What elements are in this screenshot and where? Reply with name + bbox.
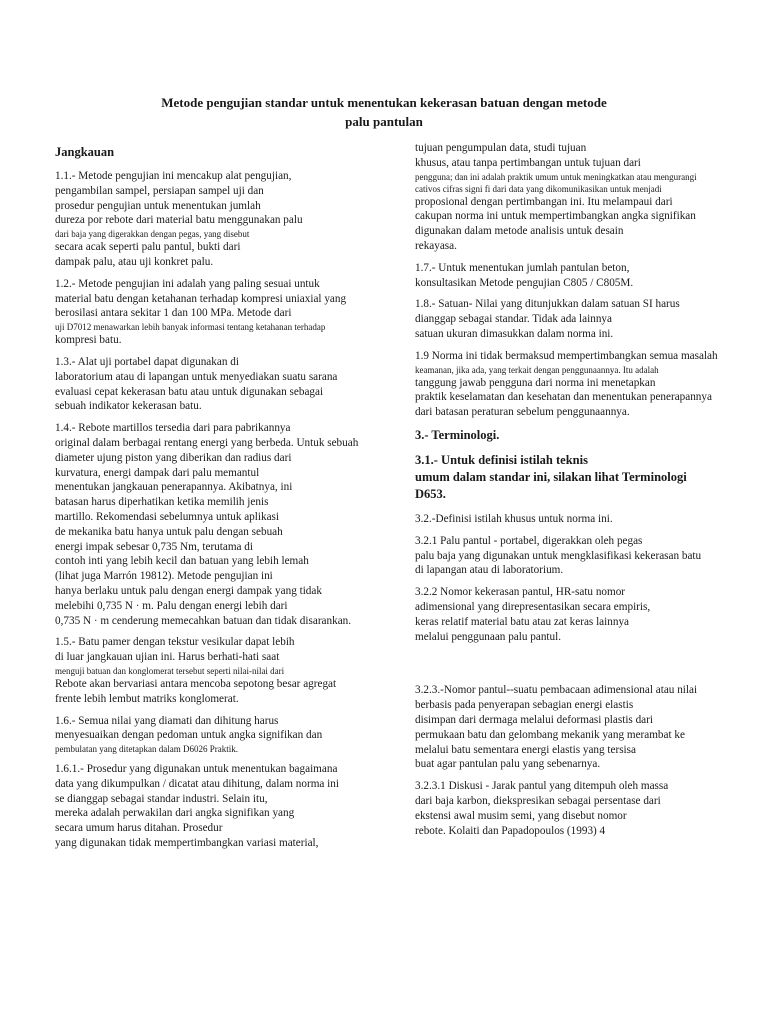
paragraph-1-1 [55,169,385,270]
title-line-2: palu pantulan [345,114,423,129]
text-line: uji D7012 menawarkan lebih banyak informasi tentang ketahanan terhadap [55,322,326,333]
text-line: pengguna; dan ini adalah praktik umum untuk meningkatkan atau mengurangi [415,171,697,182]
text-line: khusus, atau tanpa pertimbangan untuk tujuan dari [415,156,641,169]
text-line: 1.1.- Metode pengujian ini mencakup alat pengujian, [55,170,292,182]
paragraph-3-1 [415,452,763,503]
paragraph-1-7 [415,261,763,291]
right-column [415,141,763,845]
text-line: 3.2.1 Palu pantul - portabel, digerakkan oleh pegas [415,534,643,547]
text-line: 1.6.1.- Prosedur yang digunakan untuk menentukan bagaimana [55,763,338,776]
text-line: 3.2.3.-Nomor pantul--suatu pembacaan adimensional atau nilai [415,684,698,697]
text-line: evaluasi cepat kekerasan batu atau untuk digunakan sebagai [55,385,324,398]
text-line: (lihat juga Marrón 19812). Metode pengujian ini [55,570,273,583]
text-line: original dalam berbagai rentang energi yang berbeda. Untuk sebuah [55,436,359,449]
text-line: secara acak seperti palu pantul, bukti dari [55,241,241,254]
paragraph-1-6-1 [55,762,385,851]
text-line: martillo. Rekomendasi sebelumnya untuk aplikasi [55,510,280,523]
text-line: disimpan dari dermaga melalui deformasi plastis dari [415,713,653,726]
text-line: data yang dikumpulkan / dicatat atau dihitung, dalam norma ini [55,777,339,790]
text-line: 3.2.3.1 Diskusi - Jarak pantul yang ditempuh oleh massa [415,780,669,793]
text-line: pembulatan yang ditetapkan dalam D6026 Praktik. [55,744,238,755]
text-line: dari batasan peraturan sebelum penggunaannya. [415,406,630,419]
text-line: permukaan batu dan gelombang mekanik yang merambat ke [415,728,685,741]
text-line: sebuah indikator kekerasan batu. [55,400,202,413]
text-line: 1.8.- Satuan- Nilai yang ditunjukkan dalam satuan SI harus [415,298,680,311]
text-line: menentukan jangkauan penerapannya. Akibatnya, ini [55,481,293,494]
text-line: adimensional yang direpresentasikan secara empiris, [415,600,651,613]
section-heading-jangkauan: Jangkauan [55,145,115,159]
text-line: material batu dengan ketahanan terhadap kompresi uniaxial yang [55,292,347,305]
blank-space [415,651,763,683]
text-line: cakupan norma ini untuk mempertimbangkan angka signifikan [415,210,696,223]
text-line: de mekanika batu hanya untuk palu dengan sebuah [55,525,283,538]
text-line: praktik keselamatan dan kesehatan dan menentukan penerapannya [415,391,712,404]
text-line: kompresi batu. [55,334,122,347]
paragraph-3-2-3-1 [415,779,763,838]
text-line: dampak palu, atau uji konkret palu. [55,255,214,268]
paragraph-3-2-3 [415,683,763,772]
text-line: batasan harus diperhatikan ketika memilih jenis [55,496,269,509]
text-line: frente lebih lembut matriks konglomerat. [55,692,239,705]
text-line: 1.7.- Untuk menentukan jumlah pantulan beton, [415,261,630,274]
paragraph-3-2 [415,512,763,527]
text-line: hanya berlaku untuk palu dengan energi dampak yang tidak [55,584,322,597]
text-line: prosedur pengujian untuk menentukan jumlah [55,199,261,212]
text-line: 1.9 Norma ini tidak bermaksud mempertimbangkan semua masalah [415,349,718,362]
text-line: tujuan pengumpulan data, studi tujuan [415,142,587,154]
paragraph-1-4 [55,421,385,628]
text-line: keamanan, jika ada, yang terkait dengan penggunaannya. Itu adalah [415,364,659,375]
text-line: rekayasa. [415,239,457,252]
text-line: 1.3.- Alat uji portabel dapat digunakan di [55,355,239,368]
text-line: melalui penggunaan palu pantul. [415,630,562,643]
text-line: dureza por rebote dari material batu menggunakan palu [55,214,303,227]
text-line: cativos cifras signi fi dari data yang dikomunikasikan untuk menjadi [415,183,662,194]
paragraph-1-2 [55,277,385,348]
text-line: keras relatif material batu atau zat keras lainnya [415,615,630,628]
text-line: 1.6.- Semua nilai yang diamati dan dihitung harus [55,714,279,727]
text-line: pengambilan sampel, persiapan sampel uji dan [55,184,264,197]
paragraph-1-8 [415,297,763,341]
text-line: 1.5.- Batu pamer dengan tekstur vesikular dapat lebih [55,636,295,649]
text-line: buat agar pantulan palu yang sebenarnya. [415,758,601,771]
text-line: dari baja yang digerakkan dengan pegas, yang disebut [55,229,250,240]
text-line: contoh inti yang lebih kecil dan batuan yang lebih lemah [55,555,309,568]
title-line-1: Metode pengujian standar untuk menentukan kekerasan batuan dengan metode [161,95,607,110]
text-line: Rebote akan bervariasi antara mencoba sepotong besar agregat [55,677,337,690]
text-line: diameter ujung piston yang diberikan dan radius dari [55,451,292,464]
text-line: menguji batuan dan konglomerat tersebut seperti nilai-nilai dari [55,665,285,676]
text-line: umum dalam standar ini, silakan lihat Terminologi [415,469,687,484]
paragraph-1-6 [55,714,385,756]
text-line: 0,735 N · m cenderung memecahkan batuan dan tidak disarankan. [55,614,352,627]
text-line: laboratorium atau di lapangan untuk menyediakan suatu sarana [55,370,338,383]
left-column [55,141,385,858]
text-line: 3.2.2 Nomor kekerasan pantul, HR-satu nomor [415,586,626,599]
text-line: ekstensi awal musim semi, yang disebut nomor [415,809,627,822]
text-line: di luar jangkauan ujian ini. Harus berhati-hati saat [55,651,280,664]
paragraph-1-9 [415,349,763,420]
paragraph-1-5 [55,635,385,706]
paragraph-continuation [415,141,763,254]
text-line: digunakan dalam metode analisis untuk desain [415,225,624,238]
text-line: 3.2.-Definisi istilah khusus untuk norma ini. [415,512,613,525]
text-line: palu baja yang digunakan untuk mengklasifikasi kekerasan batu [415,549,702,562]
text-line: mereka adalah perwakilan dari angka signifikan yang [55,807,295,820]
text-line: se dianggap sebagai standar industri. Selain itu, [55,792,268,805]
text-line: dari baja karbon, diekspresikan sebagai persentase dari [415,794,661,807]
text-line: proposional dengan pertimbangan ini. Itu melampaui dari [415,195,673,208]
text-line: tanggung jawab pengguna dari norma ini menetapkan [415,376,656,389]
text-line: berbasis pada penyerapan sebagian energi elastis [415,699,634,712]
paragraph-3-2-2 [415,585,763,644]
text-line: D653. [415,486,446,501]
text-line: menyesuaikan dengan pedoman untuk angka signifikan dan [55,729,323,742]
paragraph-3-2-1 [415,534,763,578]
text-line: 1.4.- Rebote martillos tersedia dari para pabrikannya [55,422,291,435]
text-line: di lapangan atau di laboratorium. [415,564,564,577]
text-line: satuan ukuran dimasukkan dalam norma ini. [415,327,614,340]
text-line: 3.1.- Untuk definisi istilah teknis [415,452,588,467]
text-line: energi impak sebesar 0,735 Nm, terutama di [55,540,254,553]
text-line: secara umum harus ditahan. Prosedur [55,822,223,835]
text-line: melebihi 0,735 N · m. Palu dengan energi lebih dari [55,599,288,612]
text-line: yang digunakan tidak mempertimbangkan variasi material, [55,837,319,850]
text-line: berosilasi antara sekitar 1 dan 100 MPa. Metode dari [55,307,292,320]
section-heading-terminologi: 3.- Terminologi. [415,427,500,442]
document-title [60,93,708,131]
text-line: kurvatura, energi dampak dari palu memantul [55,466,260,479]
text-line: rebote. Kolaiti dan Papadopoulos (1993) 4 [415,824,606,837]
text-line: melalui batu sementara energi elastis yang tersisa [415,743,636,756]
text-line: 1.2.- Metode pengujian ini adalah yang paling sesuai untuk [55,277,320,290]
paragraph-1-3 [55,355,385,414]
text-line: konsultasikan Metode pengujian C805 / C805M. [415,276,634,289]
text-line: dianggap sebagai standar. Tidak ada lainnya [415,313,612,326]
